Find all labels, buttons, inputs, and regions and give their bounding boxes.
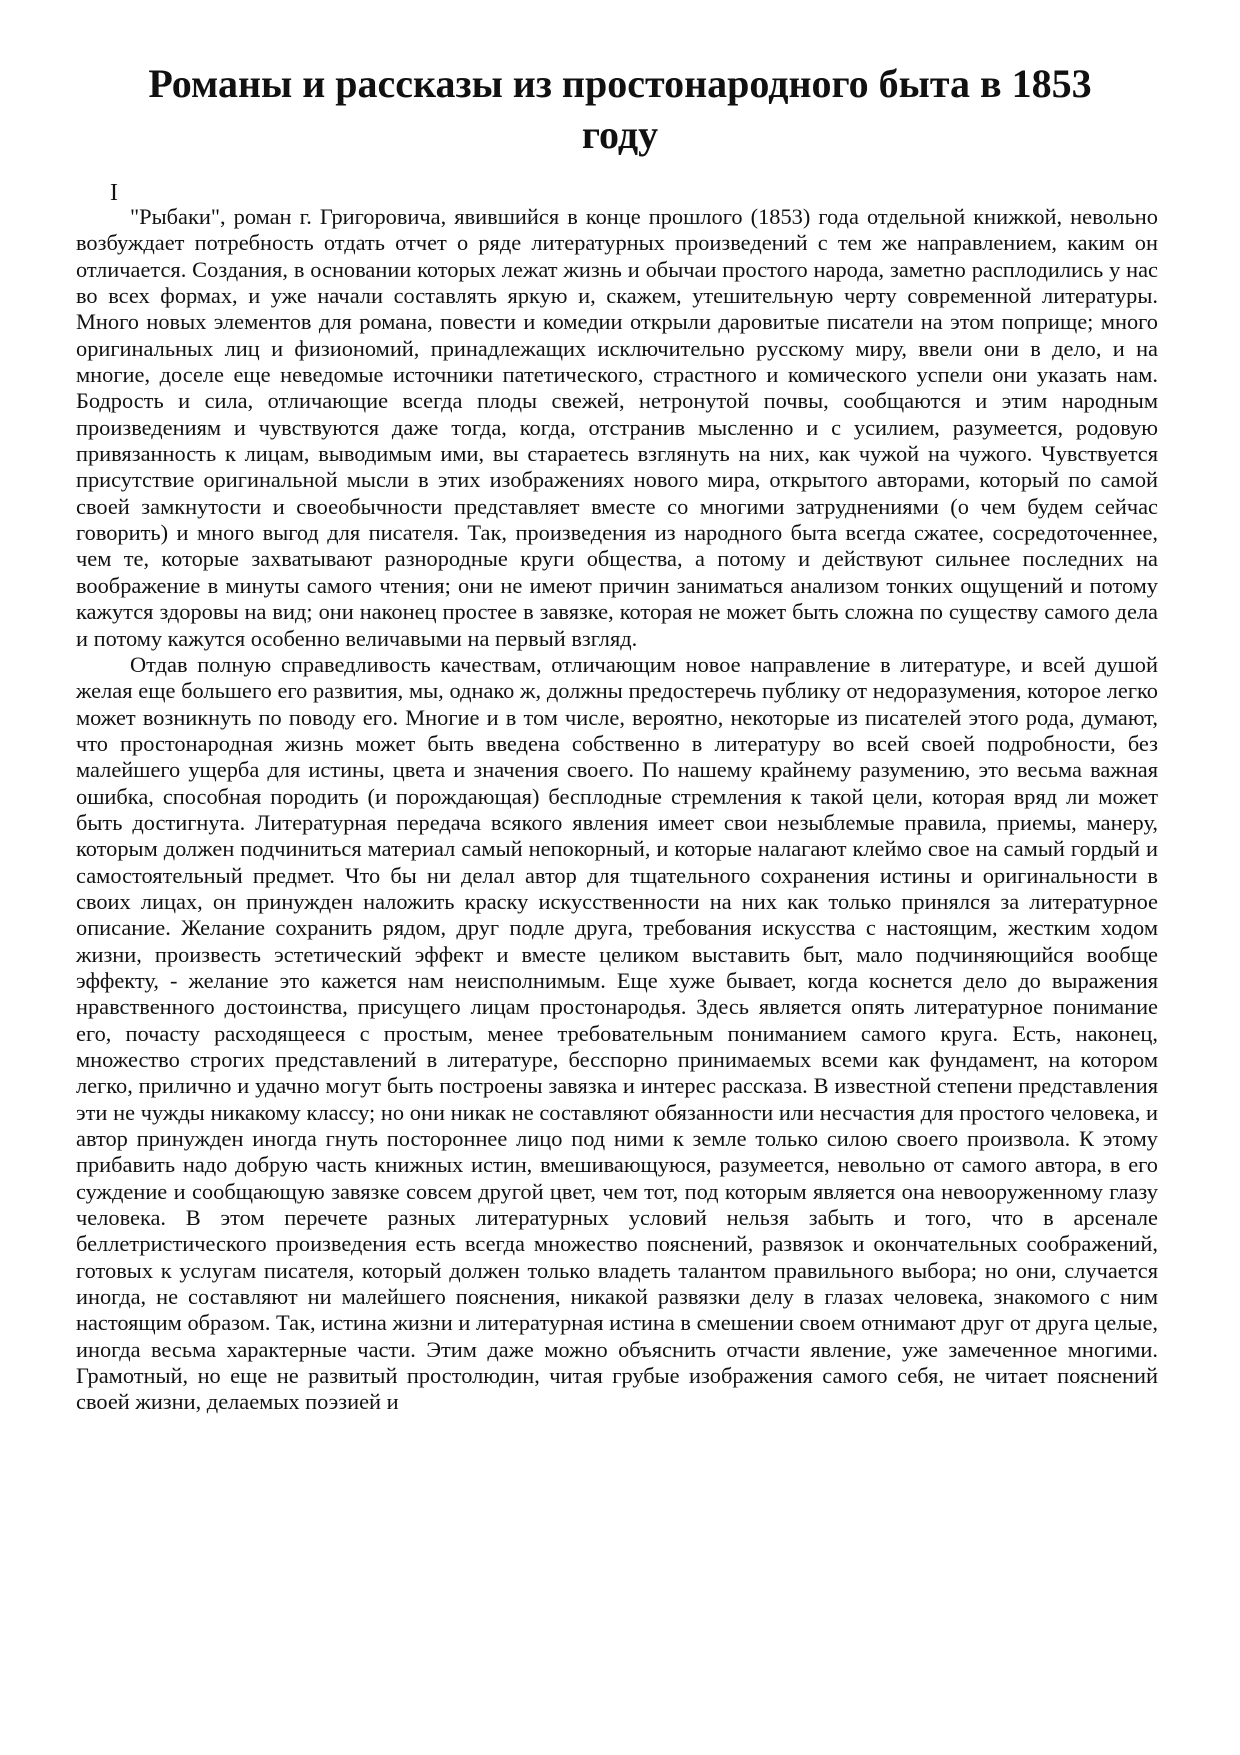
paragraph: "Рыбаки", роман г. Григоровича, явившийся в конце прошлого (1853) года отдельной книжкой, невольно возбуждает потребность отдать отчет о ряде литературных произведений с тем же направлением, каким он отличается. Создания, в основании которых лежат жизнь и обычаи простого народа, заметно расплодились у нас во всех формах, и уже начали составлять яркую и, скажем, утешительную черту современной литературы. Много новых элементов для романа, повести и комедии открыли даровитые писатели на этом поприще; много оригинальных лиц и физиономий, принадлежащих исключительно русскому миру, ввели они в дело, и на многие, доселе еще неведомые источники патетического, страстного и комического успели они указать нам. Бодрость и сила, отличающие всегда плоды свежей, нетронутой почвы, сообщаются и этим народным произведениям и чувствуются даже тогда, когда, отстранив мысленно и с усилием, разумеется, родовую привязанность к лицам, выводимым ими, вы стараетесь взглянуть на них, как чужой на чужого. Чувствуется присутствие оригинальной мысли в этих изображениях нового мира, открытого авторами, который по самой своей замкнутости и своеобычности представляет вместе со многими затруднениями (о чем будем сейчас говорить) и много выгод для писателя. Так, произведения из народного быта всегда сжатее, сосредоточеннее, чем те, которые захватывают разнородные круги общества, а потому и действуют сильнее последних на воображение в минуты самого чтения; они не имеют причин заниматься анализом тонких ощущений и потому кажутся здоровы на вид; они наконец простее в завязке, которая не может быть сложна по существу самого дела и потому кажутся особенно величавыми на первый взгляд.	[76, 204, 1158, 651]
document-body	[76, 204, 1158, 1416]
document-title: Романы и рассказы из простонародного быта в 1853 году	[148, 61, 1092, 157]
paragraph: Отдав полную справедливость качествам, отличающим новое направление в литературе, и всей душой желая еще большего его развития, мы, однако ж, должны предостеречь публику от недоразумения, которое легко может возникнуть по поводу его. Многие и в том числе, вероятно, некоторые из писателей этого рода, думают, что простонародная жизнь может быть введена собственно в литературу во всей своей подробности, без малейшего ущерба для истины, цвета и значения своего. По нашему крайнему разумению, это весьма важная ошибка, способная породить (и порождающая) бесплодные стремления к такой цели, которая вряд ли может быть достигнута. Литературная передача всякого явления имеет свои незыблемые правила, приемы, манеру, которым должен подчиниться материал самый непокорный, и которые налагают клеймо свое на самый гордый и самостоятельный предмет. Что бы ни делал автор для тщательного сохранения истины и оригинальности в своих лицах, он принужден наложить краску искусственности на них как только принялся за литературное описание. Желание сохранить рядом, друг подле друга, требования искусства с настоящим, жестким ходом жизни, произвесть эстетический эффект и вместе целиком выставить быт, мало подчиняющийся вообще эффекту, - желание это кажется нам неисполнимым. Еще хуже бывает, когда коснется дело до выражения нравственного достоинства, присущего лицам простонародья. Здесь является опять литературное понимание его, почасту расходящееся с простым, менее требовательным пониманием самого круга. Есть, наконец, множество строгих представлений в литературе, бесспорно принимаемых всеми как фундамент, на котором легко, прилично и удачно могут быть построены завязка и интерес рассказа. В известной степени представления эти не чужды никакому классу; но они никак не составляют обязанности или несчастия для простого человека, и автор принужден иногда гнуть постороннее лицо под ними к земле только силою своего произвола. К этому прибавить надо добрую часть книжных истин, вмешивающуюся, разумеется, невольно от самого автора, в его суждение и сообщающую завязке совсем другой цвет, чем тот, под которым является она невооруженному глазу человека. В этом перечете разных литературных условий нельзя забыть и того, что в арсенале беллетристического произведения есть всегда множество пояснений, развязок и окончательных соображений, готовых к услугам писателя, который должен только владеть талантом правильного выбора; но они, случается иногда, не составляют ни малейшего пояснения, никакой развязки делу в глазах человека, знакомого с ним настоящим образом. Так, истина жизни и литературная истина в смешении своем отнимают друг от друга целые, иногда весьма характерные части. Этим даже можно объяснить отчасти явление, уже замеченное многими. Грамотный, но еще не развитый простолюдин, читая грубые изображения самого себя, не читает пояснений своей жизни, делаемых поэзией и	[76, 651, 1158, 1415]
section-number: I	[110, 180, 118, 206]
